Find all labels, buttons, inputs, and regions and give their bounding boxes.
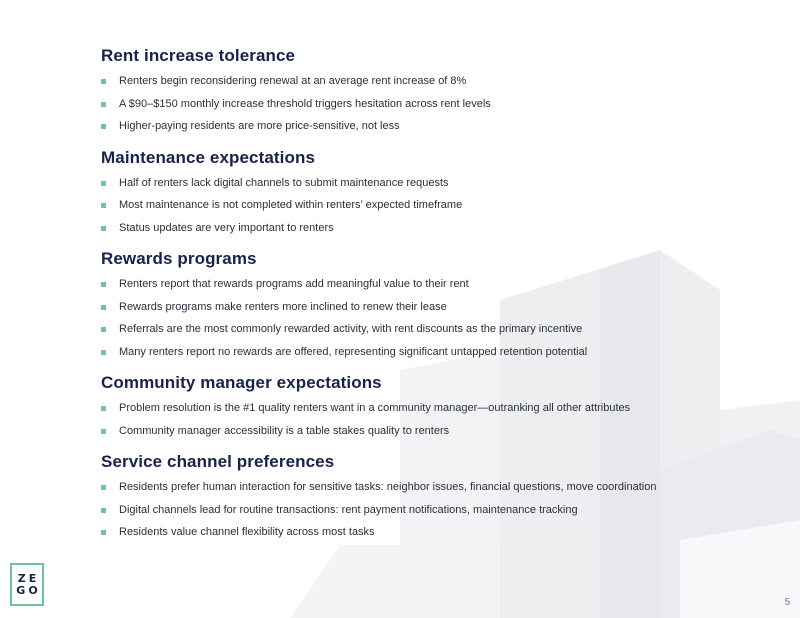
section-service-channel-preferences bbox=[101, 450, 761, 544]
bullet-marker-icon bbox=[101, 282, 106, 287]
bullet-item bbox=[101, 194, 761, 217]
bullet-item bbox=[101, 341, 761, 364]
content-area bbox=[101, 44, 761, 552]
bullet-text: Residents prefer human interaction for sensitive tasks: neighbor issues, financial questions, move coordination bbox=[119, 481, 657, 493]
bullet-list bbox=[101, 70, 761, 138]
bullet-text: Community manager accessibility is a table stakes quality to renters bbox=[119, 424, 450, 437]
bullet-text: Residents value channel flexibility across most tasks bbox=[119, 526, 375, 538]
section-community-manager-expectations bbox=[101, 371, 761, 442]
bullet-marker-icon bbox=[101, 181, 106, 186]
bullet-item bbox=[101, 499, 761, 522]
bullet-list bbox=[101, 476, 761, 544]
bullet-item bbox=[101, 296, 761, 319]
bullet-text: Problem resolution is the #1 quality renters want in a community manager—outranking all other attributes bbox=[119, 402, 631, 414]
bullet-list bbox=[101, 397, 761, 442]
bullet-marker-icon bbox=[101, 485, 106, 490]
bullet-text: Digital channels lead for routine transactions: rent payment notifications, maintenance tracking bbox=[119, 503, 578, 516]
bullet-list bbox=[101, 273, 761, 363]
bullet-marker-icon bbox=[101, 102, 106, 107]
bullet-item bbox=[101, 115, 761, 138]
bullet-marker-icon bbox=[101, 350, 106, 355]
logo-line-2: GO bbox=[16, 583, 41, 597]
section-title: Community manager expectations bbox=[101, 373, 382, 392]
section-title: Rewards programs bbox=[101, 249, 257, 268]
section-title: Rent increase tolerance bbox=[101, 46, 296, 65]
bullet-text: Half of renters lack digital channels to submit maintenance requests bbox=[119, 176, 449, 189]
bullet-item bbox=[101, 217, 761, 240]
bullet-item bbox=[101, 318, 761, 341]
section-maintenance-expectations bbox=[101, 146, 761, 240]
bullet-item bbox=[101, 70, 761, 93]
bullet-list bbox=[101, 172, 761, 240]
bullet-item bbox=[101, 521, 761, 544]
bullet-text: Renters report that rewards programs add meaningful value to their rent bbox=[119, 278, 469, 290]
bullet-marker-icon bbox=[101, 508, 106, 513]
page-number: 5 bbox=[784, 597, 790, 608]
bullet-text: Higher-paying residents are more price-sensitive, not less bbox=[119, 120, 400, 132]
bullet-text: Most maintenance is not completed within renters’ expected timeframe bbox=[119, 199, 463, 211]
section-rewards-programs bbox=[101, 247, 761, 363]
bullet-item bbox=[101, 172, 761, 195]
bullet-marker-icon bbox=[101, 226, 106, 231]
bullet-item bbox=[101, 420, 761, 443]
bullet-item bbox=[101, 273, 761, 296]
bullet-text: Status updates are very important to renters bbox=[119, 221, 334, 234]
bullet-marker-icon bbox=[101, 530, 106, 535]
bullet-item bbox=[101, 476, 761, 499]
section-title: Service channel preferences bbox=[101, 452, 335, 471]
building-shape bbox=[290, 545, 500, 618]
bullet-marker-icon bbox=[101, 124, 106, 129]
zego-logo bbox=[10, 563, 44, 606]
bullet-text: Referrals are the most commonly rewarded activity, with rent discounts as the primary incentive bbox=[119, 323, 583, 335]
bullet-marker-icon bbox=[101, 406, 106, 411]
bullet-text: A $90–$150 monthly increase threshold triggers hesitation across rent levels bbox=[119, 97, 491, 110]
section-rent-increase-tolerance bbox=[101, 44, 761, 138]
logo-line-1: ZE bbox=[17, 571, 40, 585]
bullet-item bbox=[101, 397, 761, 420]
bullet-marker-icon bbox=[101, 429, 106, 434]
bullet-marker-icon bbox=[101, 327, 106, 332]
bullet-marker-icon bbox=[101, 203, 106, 208]
bullet-text: Rewards programs make renters more inclined to renew their lease bbox=[119, 300, 447, 313]
bullet-item bbox=[101, 93, 761, 116]
bullet-text: Renters begin reconsidering renewal at an average rent increase of 8% bbox=[119, 75, 467, 87]
bullet-text: Many renters report no rewards are offered, representing significant untapped retention potential bbox=[119, 345, 588, 358]
bullet-marker-icon bbox=[101, 79, 106, 84]
section-title: Maintenance expectations bbox=[101, 147, 316, 167]
bullet-marker-icon bbox=[101, 305, 106, 310]
